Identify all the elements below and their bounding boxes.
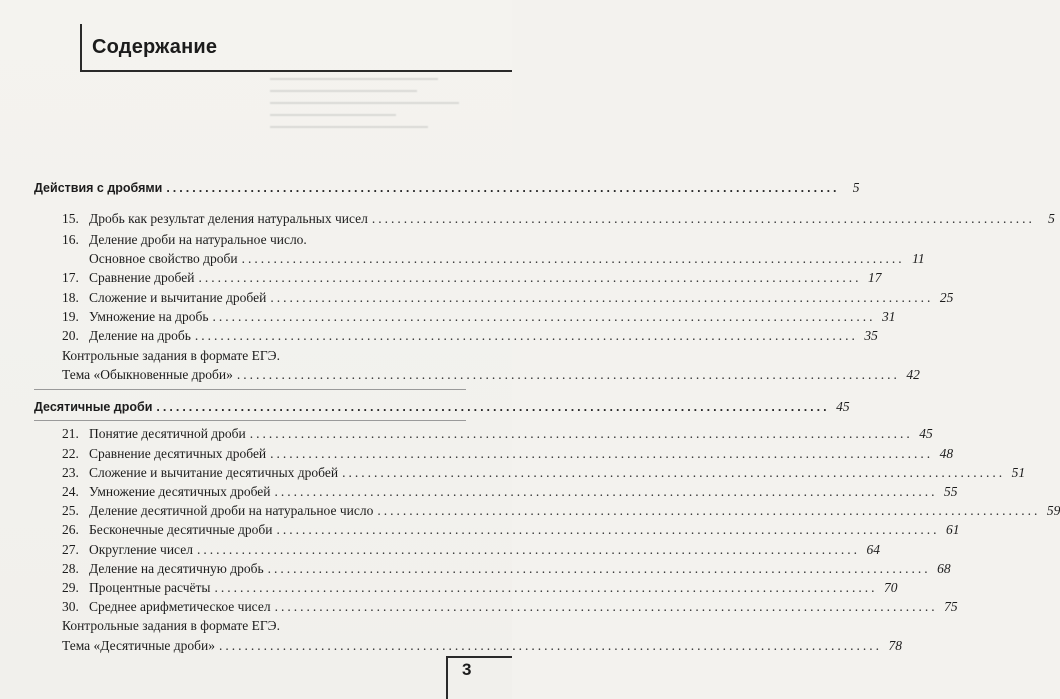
toc-leader-dots: ........................................................................................................ (198, 270, 862, 285)
toc-page-number: 5 (852, 180, 860, 195)
toc-page-number: 55 (944, 484, 958, 499)
toc-section-title: Действия с дробями (34, 181, 163, 195)
toc-entry-number: 27. (62, 542, 79, 557)
toc-entry[interactable] (62, 328, 878, 344)
toc-leader-dots: ........................................................................................................ (371, 211, 1035, 226)
toc-entry-title: Деление на десятичную дробь (89, 561, 264, 576)
toc-entry-title: Контрольные задания в формате ЕГЭ. (62, 348, 280, 363)
toc-leader-dots: ........................................................................................................ (249, 426, 913, 441)
toc-section-title: Десятичные дроби (34, 400, 153, 414)
toc-entry-title: Деление десятичной дроби на натуральное число (89, 503, 374, 518)
toc-entry-title: Сравнение дробей (89, 270, 195, 285)
toc-entry[interactable] (62, 290, 954, 306)
toc-page-number: 51 (1011, 465, 1026, 480)
toc-leader-dots: ........................................................................................................ (218, 638, 882, 653)
toc-entry-number: 25. (62, 503, 79, 518)
toc-page-number: 64 (866, 542, 880, 557)
toc-section-fractions[interactable] (34, 180, 860, 196)
toc-entry[interactable] (62, 503, 1060, 519)
toc-page-number: 35 (864, 328, 878, 343)
toc-leader-dots: ........................................................................................................ (377, 503, 1041, 518)
toc-entry[interactable] (62, 465, 1026, 481)
toc-entry-number: 28. (62, 561, 79, 576)
toc-leader-dots: ........................................................................................................ (214, 580, 878, 595)
toc-page-number: 31 (882, 309, 896, 324)
page-title: Содержание (92, 36, 218, 58)
toc-entry[interactable] (62, 426, 933, 442)
toc-entry-title: Сложение и вычитание дробей (89, 290, 267, 305)
toc-entry-continued[interactable] (89, 251, 925, 267)
toc-page-number: 5 (1048, 211, 1055, 226)
toc-entry[interactable] (62, 348, 458, 364)
toc-page-number: 45 (836, 399, 850, 414)
toc-entry-number: 19. (62, 309, 79, 324)
toc-leader-dots: ........................................................................................................ (274, 599, 938, 614)
toc-section-decimals[interactable] (34, 399, 850, 415)
toc-entry-title: Деление на дробь (89, 328, 191, 343)
toc-page-number: 61 (945, 522, 960, 537)
page-number-frame (446, 656, 512, 699)
toc-leader-dots: ........................................................................................................ (342, 465, 1006, 480)
toc-entry-title: Основное свойство дроби (89, 251, 238, 266)
page-number: 3 (462, 660, 472, 679)
toc-entry[interactable] (62, 211, 1055, 227)
toc-entry-title: Контрольные задания в формате ЕГЭ. (62, 618, 280, 633)
toc-entry-number: 15. (62, 211, 79, 226)
toc-page-number: 11 (912, 251, 925, 266)
toc-entry-title: Бесконечные десятичные дроби (89, 522, 273, 537)
toc-entry-title: Понятие десятичной дроби (89, 426, 246, 441)
toc-entry[interactable] (62, 232, 458, 248)
toc-entry-title: Умножение на дробь (89, 309, 209, 324)
toc-entry-continued[interactable] (62, 638, 902, 654)
toc-entry[interactable] (62, 309, 896, 325)
toc-entry-number: 17. (62, 270, 79, 285)
toc-entry-title: Умножение десятичных дробей (89, 484, 271, 499)
toc-page-number: 68 (937, 561, 951, 576)
toc-entry-number: 16. (62, 232, 79, 247)
section-divider (34, 389, 466, 390)
toc-page-number: 17 (867, 270, 882, 285)
toc-leader-dots: ........................................................................................................ (194, 328, 858, 343)
toc-leader-dots: ........................................................................................................ (274, 484, 938, 499)
toc-entry-number: 18. (62, 290, 79, 305)
toc-entry[interactable] (62, 542, 880, 558)
toc-leader-dots: ........................................................................................................ (270, 446, 934, 461)
toc-entry-number: 29. (62, 580, 79, 595)
toc-entry[interactable] (62, 484, 958, 500)
toc-page-number: 42 (906, 367, 920, 382)
toc-entry-title: Тема «Десятичные дроби» (62, 638, 215, 653)
toc-entry-number: 26. (62, 522, 79, 537)
toc-entry-title: Сложение и вычитание десятичных дробей (89, 465, 339, 480)
toc-entry[interactable] (62, 446, 954, 462)
toc-entry-continued[interactable] (62, 367, 920, 383)
toc-page-number: 59 (1046, 503, 1060, 518)
toc-leader-dots: ........................................................................................................ (196, 542, 860, 557)
toc-entry-number: 30. (62, 599, 79, 614)
toc-entry[interactable] (62, 561, 951, 577)
toc-page-number: 75 (944, 599, 958, 614)
toc-leader-dots: ........................................................................................................ (276, 522, 940, 537)
toc-page-number: 48 (939, 446, 954, 461)
toc-entry-title: Сравнение десятичных дробей (89, 446, 267, 461)
toc-leader-dots: ........................................................................................................ (156, 400, 830, 414)
toc-leader-dots: ........................................................................................................ (166, 181, 840, 195)
toc-leader-dots: ........................................................................................................ (267, 561, 931, 576)
toc-leader-dots: ........................................................................................................ (270, 290, 934, 305)
toc-entry-title: Деление дроби на натуральное число. (89, 232, 307, 247)
toc-entry-number: 20. (62, 328, 79, 343)
toc-entry-title: Процентные расчёты (89, 580, 211, 595)
section-divider (34, 420, 466, 421)
toc-leader-dots: ........................................................................................................ (236, 367, 900, 382)
toc-entry-title: Среднее арифметическое чисел (89, 599, 271, 614)
toc-page-number: 78 (888, 638, 902, 653)
toc-entry[interactable] (62, 580, 898, 596)
toc-entry[interactable] (62, 522, 960, 538)
toc-page-number: 45 (919, 426, 933, 441)
toc-entry[interactable] (62, 599, 958, 615)
toc-entry-number: 24. (62, 484, 79, 499)
toc-leader-dots: ........................................................................................................ (241, 251, 905, 266)
toc-page-number: 70 (883, 580, 898, 595)
toc-page-number: 25 (939, 290, 954, 305)
toc-entry[interactable] (62, 618, 458, 634)
toc-entry-number: 22. (62, 446, 79, 461)
toc-entry[interactable] (62, 270, 882, 286)
toc-entry-number: 21. (62, 426, 79, 441)
toc-entry-title: Дробь как результат деления натуральных чисел (89, 211, 368, 226)
toc-entry-number: 23. (62, 465, 79, 480)
toc-entry-title: Тема «Обыкновенные дроби» (62, 367, 233, 382)
toc-leader-dots: ........................................................................................................ (212, 309, 876, 324)
toc-entry-title: Округление чисел (89, 542, 193, 557)
